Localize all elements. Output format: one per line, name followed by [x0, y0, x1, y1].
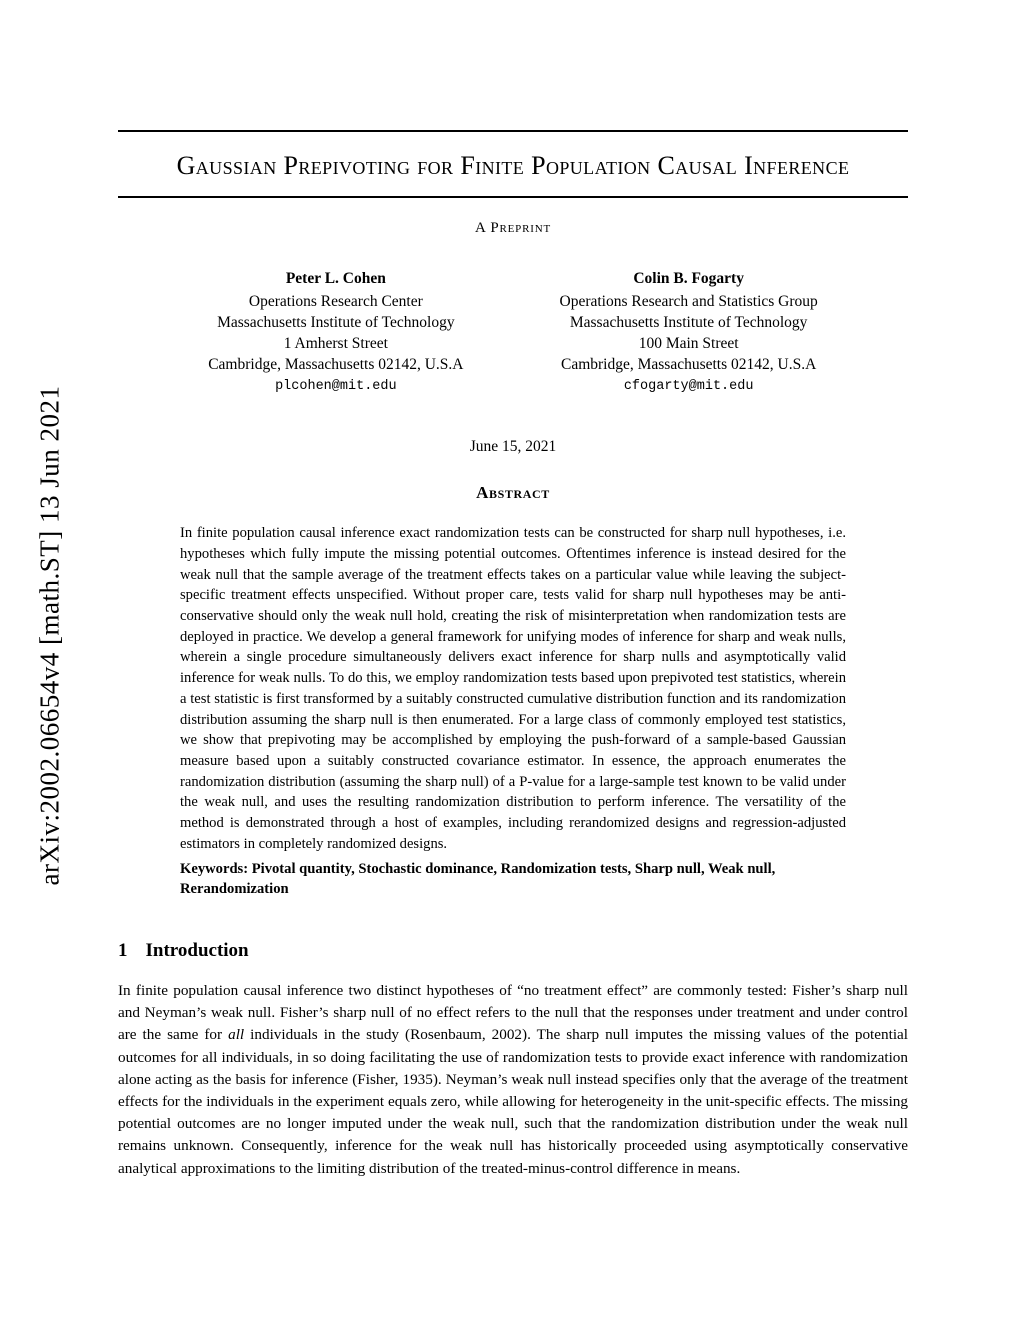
author-1-address1: 1 Amherst Street [283, 335, 388, 353]
section-heading-introduction [118, 940, 908, 962]
author-1-affiliation1: Operations Research Center [248, 293, 423, 311]
author-block [118, 269, 908, 396]
author-1-name: Peter L. Cohen [285, 270, 386, 288]
author-2-affiliation2: Massachusetts Institute of Technology [569, 314, 808, 332]
abstract-text: In finite population causal inference exact randomization tests can be constructed for sharp null hypotheses, i.e. hypotheses which fully impute the missing potential outcomes. Oftentimes inference is instead desired for the weak null that the sample average of the treatment effects takes on a particular value while leaving the subject-specific treatment effects unspecified. Without proper care, tests valid for sharp null hypotheses may be anti-conservative should only the weak null hold, creating the risk of misinterpretation when randomization tests are deployed in practice. We develop a general framework for unifying modes of inference for sharp and weak nulls, wherein a single procedure simultaneously delivers exact inference for sharp nulls and asymptotically valid inference for weak nulls. To do this, we employ randomization tests based upon prepivoted test statistics, wherein a test statistic is first transformed by a suitably constructed cumulative distribution function and its randomization distribution assuming the sharp null is then enumerated. For a large class of commonly employed test statistics, we show that prepivoting may be accomplished by employing the push-forward of a sample-based Gaussian measure based upon a suitably constructed covariance estimator. In essence, the approach enumerates the randomization distribution (assuming the sharp null) of a P-value for a large-sample test known to be valid under the weak null, and uses the resulting randomization distribution to perform inference. The versatility of the method is demonstrated through a host of examples, including rerandomized designs and regression-adjusted estimators in completely randomized designs. [180, 525, 846, 852]
publication-date: June 15, 2021 [469, 438, 557, 456]
author-2-affiliation1: Operations Research and Statistics Group [559, 293, 818, 311]
author-2-name: Colin B. Fogarty [633, 270, 744, 288]
introduction-paragraph-part1: In finite population causal inference two distinct hypotheses of “no treatment effect” are commonly tested: Fisher’s sharp null and Neyman’s weak null. Fisher’s sharp null of no effect refers to the null that the responses under treatment and under control are the same for [118, 982, 908, 1044]
author-2-email[interactable]: cfogarty@mit.edu [623, 378, 754, 394]
arxiv-stamp [0, 0, 90, 1325]
preprint-label: A Preprint [475, 220, 551, 237]
paper-page [118, 0, 908, 1325]
keywords-line: Keywords: Pivotal quantity, Stochastic dominance, Randomization tests, Sharp null, Weak null, Rerandomization [180, 860, 776, 898]
author-1-address2: Cambridge, Massachusetts 02142, U.S.A [208, 355, 464, 373]
arxiv-stamp-text: arXiv:2002.06654v4 [math.ST] 13 Jun 2021 [34, 385, 65, 886]
section-number: 1 [118, 940, 128, 962]
introduction-paragraph-part2: individuals in the study (Rosenbaum, 2002). The sharp null imputes the missing values of the potential outcomes for all individuals, in so doing facilitating the use of randomization tests to provide exact inference with randomization alone acting as the basis for inference (Fisher, 1935). Neyman’s weak null instead specifies only that the average of the treatment effects for the individuals in the experiment equals zero, while allowing for heterogeneity in the unit-specific effects. The missing potential outcomes are no longer imputed under the weak null, such that the randomization distribution under the weak null remains unknown. Consequently, inference for the weak null has historically proceeded using asymptotically conservative analytical approximations to the limiting distribution of the treated-minus-control difference in means. [118, 1026, 909, 1177]
author-2 [560, 269, 818, 396]
author-1 [208, 269, 463, 396]
section-title: Introduction [145, 940, 249, 962]
author-2-address2: Cambridge, Massachusetts 02142, U.S.A [560, 355, 817, 373]
title-rule-bottom [118, 196, 908, 198]
author-2-address1: 100 Main Street [638, 335, 739, 353]
author-1-email[interactable]: plcohen@mit.edu [275, 378, 397, 394]
introduction-paragraph [118, 980, 908, 1180]
title-rule-top [118, 130, 908, 132]
page-title: Gaussian Prepivoting for Finite Population Causal Inference [176, 151, 850, 180]
abstract-heading: Abstract [476, 483, 550, 503]
introduction-paragraph-emphasis: all [228, 1026, 245, 1044]
author-1-affiliation2: Massachusetts Institute of Technology [217, 314, 455, 332]
